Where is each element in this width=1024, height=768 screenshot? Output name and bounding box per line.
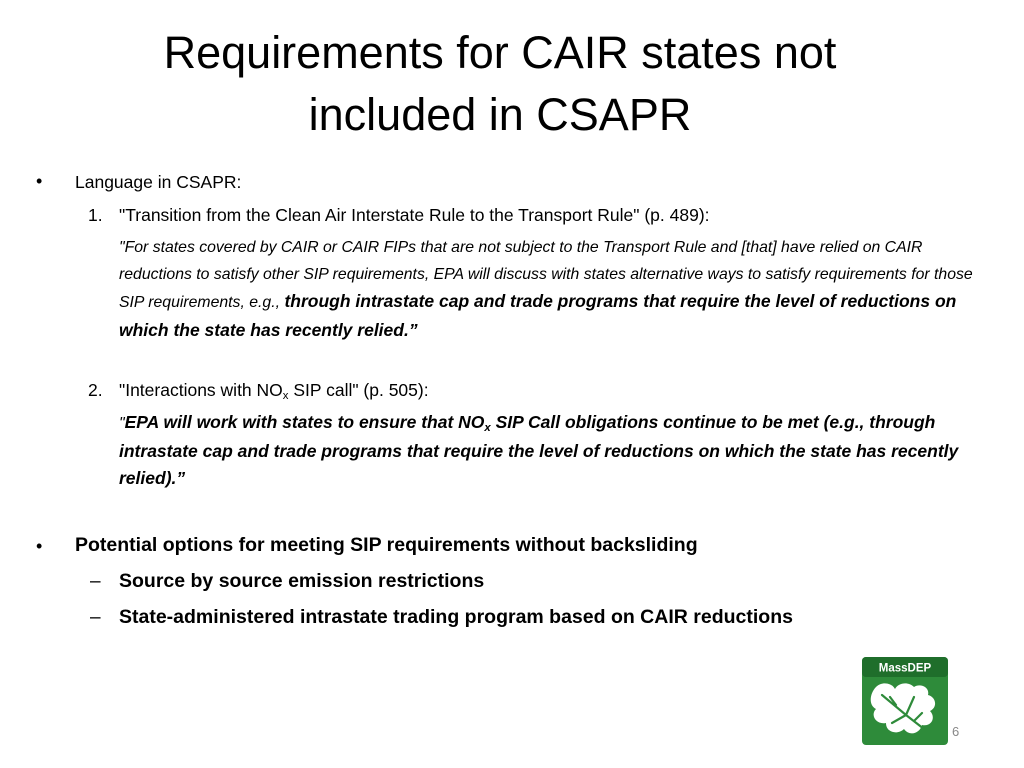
bullet-marker: • [36, 536, 43, 556]
item-2-quote-sub: x [484, 422, 491, 434]
item-2-quote [119, 409, 999, 493]
dash-marker: – [90, 607, 101, 628]
item-1-quote-bold: through intrastate cap and trade programs that require the level of reductions on which the state has recently relied.” [119, 291, 957, 340]
item-1-quote [119, 235, 994, 345]
bullet-potential-options: Potential options for meeting SIP requirements without backsliding [75, 534, 698, 556]
item-1-heading: "Transition from the Clean Air Interstate Rule to the Transport Rule" (p. 489): [119, 205, 710, 225]
item-2-quote-lead: " [119, 415, 125, 432]
massdep-logo [862, 657, 948, 745]
logo-text: MassDEP [878, 662, 932, 675]
item-2-heading-sub: x [282, 390, 289, 402]
bullet-marker: • [36, 171, 43, 191]
subitem-intrastate-trading: State-administered intrastate trading program based on CAIR reductions [119, 606, 793, 628]
subitem-source-restrictions: Source by source emission restrictions [119, 570, 485, 592]
dash-marker: – [90, 571, 101, 592]
page-number: 6 [952, 724, 960, 739]
item-2-heading-pre: "Interactions with NO [119, 380, 283, 400]
title-line-2: included in CSAPR [308, 89, 692, 140]
item-2-heading-post: SIP call" (p. 505): [288, 380, 429, 400]
bullet-language-in-csapr: Language in CSAPR: [75, 172, 242, 192]
title-line-1: Requirements for CAIR states not [163, 27, 837, 78]
slide-title [60, 22, 940, 146]
item-1-quote-italic: "For states covered by CAIR or CAIR FIPs that are not subject to the Transport Rule and [that] have relied on CAIR reductions to satisfy other SIP requirements, EPA will discuss with states alternative ways to satisfy requirements for those SIP requirements, e.g., [119, 239, 973, 311]
item-2-heading [119, 380, 429, 401]
list-number-2: 2. [88, 380, 103, 400]
item-2-quote-post: SIP Call obligations continue to be met (e.g., through intrastate cap and trade programs that require the level of reductions on which the state has recently relied).” [119, 412, 959, 488]
list-number-1: 1. [88, 205, 103, 225]
item-2-quote-pre: EPA will work with states to ensure that NO [124, 412, 485, 432]
